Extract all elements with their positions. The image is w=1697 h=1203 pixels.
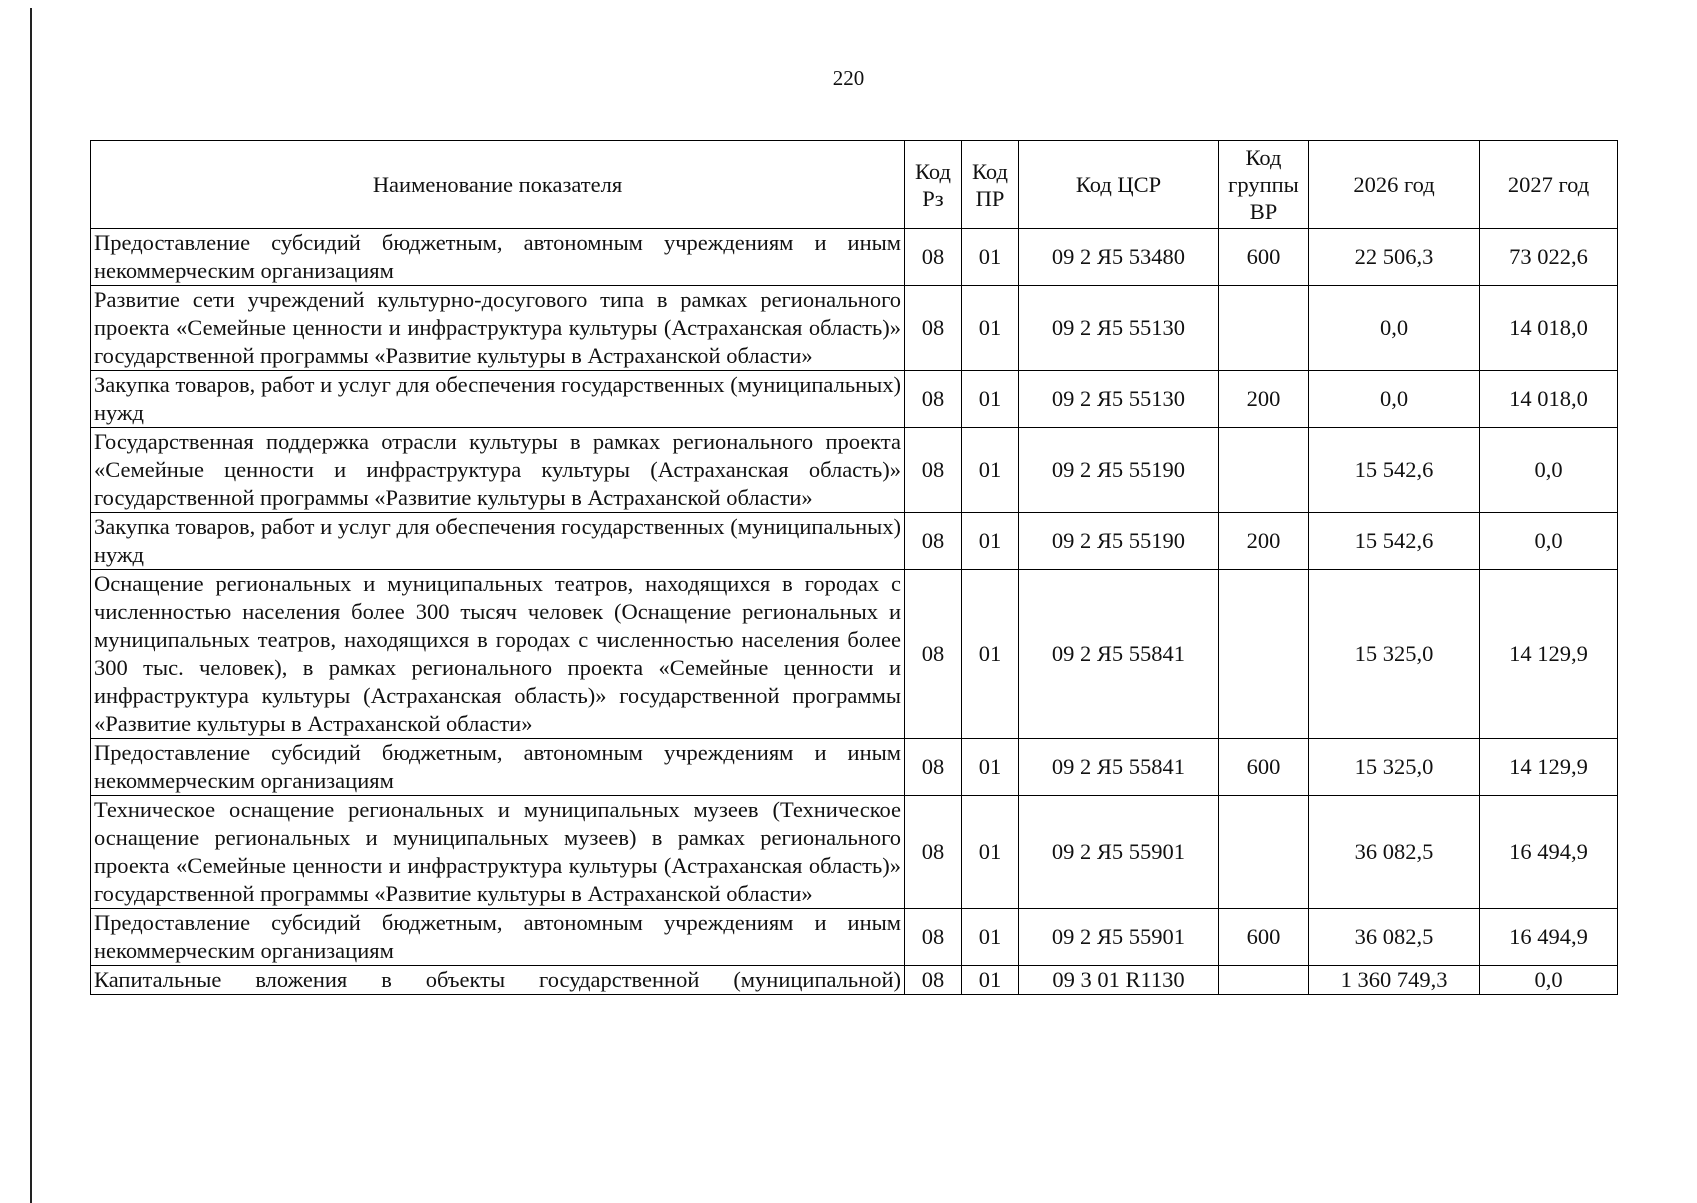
table-row xyxy=(91,286,1618,371)
row-pr: 01 xyxy=(962,570,1019,739)
row-name: Оснащение региональных и муниципальных театров, находящихся в городах с численностью населения более 300 тысяч человек (Оснащение региональных и муниципальных театров, находящихся в городах с численностью населения более 300 тыс. человек), в рамках регионального проекта «Семейные ценности и инфраструктура культуры (Астраханская область)» государственной программы «Развитие культуры в Астраханской области» xyxy=(91,570,905,739)
row-csr: 09 2 Я5 55901 xyxy=(1019,909,1219,966)
row-rz: 08 xyxy=(905,371,962,428)
row-csr: 09 2 Я5 55130 xyxy=(1019,286,1219,371)
row-pr: 01 xyxy=(962,909,1019,966)
header-csr: Код ЦСР xyxy=(1019,141,1219,229)
header-2027: 2027 год xyxy=(1480,141,1618,229)
row-name: Предоставление субсидий бюджетным, автономным учреждениям и иным некоммерческим организациям xyxy=(91,909,905,966)
row-csr: 09 2 Я5 55841 xyxy=(1019,739,1219,796)
budget-table xyxy=(90,140,1618,995)
row-2026: 15 325,0 xyxy=(1309,739,1480,796)
row-2026: 36 082,5 xyxy=(1309,909,1480,966)
row-name: Техническое оснащение региональных и муниципальных музеев (Техническое оснащение региональных и муниципальных музеев) в рамках регионального проекта «Семейные ценности и инфраструктура культуры (Астраханская область)» государственной программы «Развитие культуры в Астраханской области» xyxy=(91,796,905,909)
row-2027: 16 494,9 xyxy=(1480,796,1618,909)
row-2027: 16 494,9 xyxy=(1480,909,1618,966)
header-rz: Код Рз xyxy=(905,141,962,229)
row-vr xyxy=(1219,796,1309,909)
row-vr: 200 xyxy=(1219,513,1309,570)
row-rz: 08 xyxy=(905,513,962,570)
row-pr: 01 xyxy=(962,371,1019,428)
row-csr: 09 2 Я5 55190 xyxy=(1019,428,1219,513)
row-2026: 36 082,5 xyxy=(1309,796,1480,909)
row-name: Государственная поддержка отрасли культуры в рамках регионального проекта «Семейные ценности и инфраструктура культуры (Астраханская область)» государственной программы «Развитие культуры в Астраханской области» xyxy=(91,428,905,513)
row-2026: 15 542,6 xyxy=(1309,513,1480,570)
row-pr: 01 xyxy=(962,428,1019,513)
row-csr: 09 2 Я5 55841 xyxy=(1019,570,1219,739)
row-vr xyxy=(1219,286,1309,371)
row-vr xyxy=(1219,966,1309,995)
row-rz: 08 xyxy=(905,570,962,739)
page-margin-line xyxy=(30,8,32,1203)
table-header-row xyxy=(91,141,1618,229)
row-2026: 22 506,3 xyxy=(1309,229,1480,286)
table-row xyxy=(91,229,1618,286)
table-row xyxy=(91,909,1618,966)
page-number: 220 xyxy=(832,66,865,90)
row-2027: 14 129,9 xyxy=(1480,570,1618,739)
row-csr: 09 2 Я5 55901 xyxy=(1019,796,1219,909)
row-name: Предоставление субсидий бюджетным, автономным учреждениям и иным некоммерческим организациям xyxy=(91,229,905,286)
table-row xyxy=(91,796,1618,909)
row-pr: 01 xyxy=(962,286,1019,371)
row-vr xyxy=(1219,570,1309,739)
row-2027: 14 018,0 xyxy=(1480,286,1618,371)
row-vr: 600 xyxy=(1219,909,1309,966)
row-2026: 0,0 xyxy=(1309,371,1480,428)
row-csr: 09 2 Я5 55130 xyxy=(1019,371,1219,428)
row-name: Закупка товаров, работ и услуг для обеспечения государственных (муниципальных) нужд xyxy=(91,371,905,428)
row-rz: 08 xyxy=(905,428,962,513)
row-name: Развитие сети учреждений культурно-досугового типа в рамках регионального проекта «Семейные ценности и инфраструктура культуры (Астраханская область)» государственной программы «Развитие культуры в Астраханской области» xyxy=(91,286,905,371)
table-row xyxy=(91,966,1618,995)
row-rz: 08 xyxy=(905,739,962,796)
row-rz: 08 xyxy=(905,909,962,966)
row-2026: 0,0 xyxy=(1309,286,1480,371)
header-2026: 2026 год xyxy=(1309,141,1480,229)
row-pr: 01 xyxy=(962,513,1019,570)
row-rz: 08 xyxy=(905,796,962,909)
header-vr: Код группы ВР xyxy=(1219,141,1309,229)
row-2027: 0,0 xyxy=(1480,513,1618,570)
table-row xyxy=(91,739,1618,796)
table-row xyxy=(91,371,1618,428)
row-2026: 15 325,0 xyxy=(1309,570,1480,739)
row-csr: 09 2 Я5 55190 xyxy=(1019,513,1219,570)
row-pr: 01 xyxy=(962,739,1019,796)
row-pr: 01 xyxy=(962,796,1019,909)
row-rz: 08 xyxy=(905,229,962,286)
row-csr: 09 3 01 R1130 xyxy=(1019,966,1219,995)
row-2027: 0,0 xyxy=(1480,966,1618,995)
row-name: Закупка товаров, работ и услуг для обеспечения государственных (муниципальных) нужд xyxy=(91,513,905,570)
row-2027: 14 129,9 xyxy=(1480,739,1618,796)
table-row xyxy=(91,570,1618,739)
row-2027: 0,0 xyxy=(1480,428,1618,513)
row-name: Капитальные вложения в объекты государственной (муниципальной) xyxy=(91,966,905,995)
header-pr: Код ПР xyxy=(962,141,1019,229)
row-vr: 200 xyxy=(1219,371,1309,428)
row-2027: 14 018,0 xyxy=(1480,371,1618,428)
row-2026: 1 360 749,3 xyxy=(1309,966,1480,995)
row-vr: 600 xyxy=(1219,229,1309,286)
table-row xyxy=(91,513,1618,570)
table-row xyxy=(91,428,1618,513)
row-name: Предоставление субсидий бюджетным, автономным учреждениям и иным некоммерческим организациям xyxy=(91,739,905,796)
row-csr: 09 2 Я5 53480 xyxy=(1019,229,1219,286)
row-rz: 08 xyxy=(905,966,962,995)
row-pr: 01 xyxy=(962,966,1019,995)
row-pr: 01 xyxy=(962,229,1019,286)
header-name: Наименование показателя xyxy=(91,141,905,229)
row-2026: 15 542,6 xyxy=(1309,428,1480,513)
row-vr xyxy=(1219,428,1309,513)
row-rz: 08 xyxy=(905,286,962,371)
row-2027: 73 022,6 xyxy=(1480,229,1618,286)
row-vr: 600 xyxy=(1219,739,1309,796)
